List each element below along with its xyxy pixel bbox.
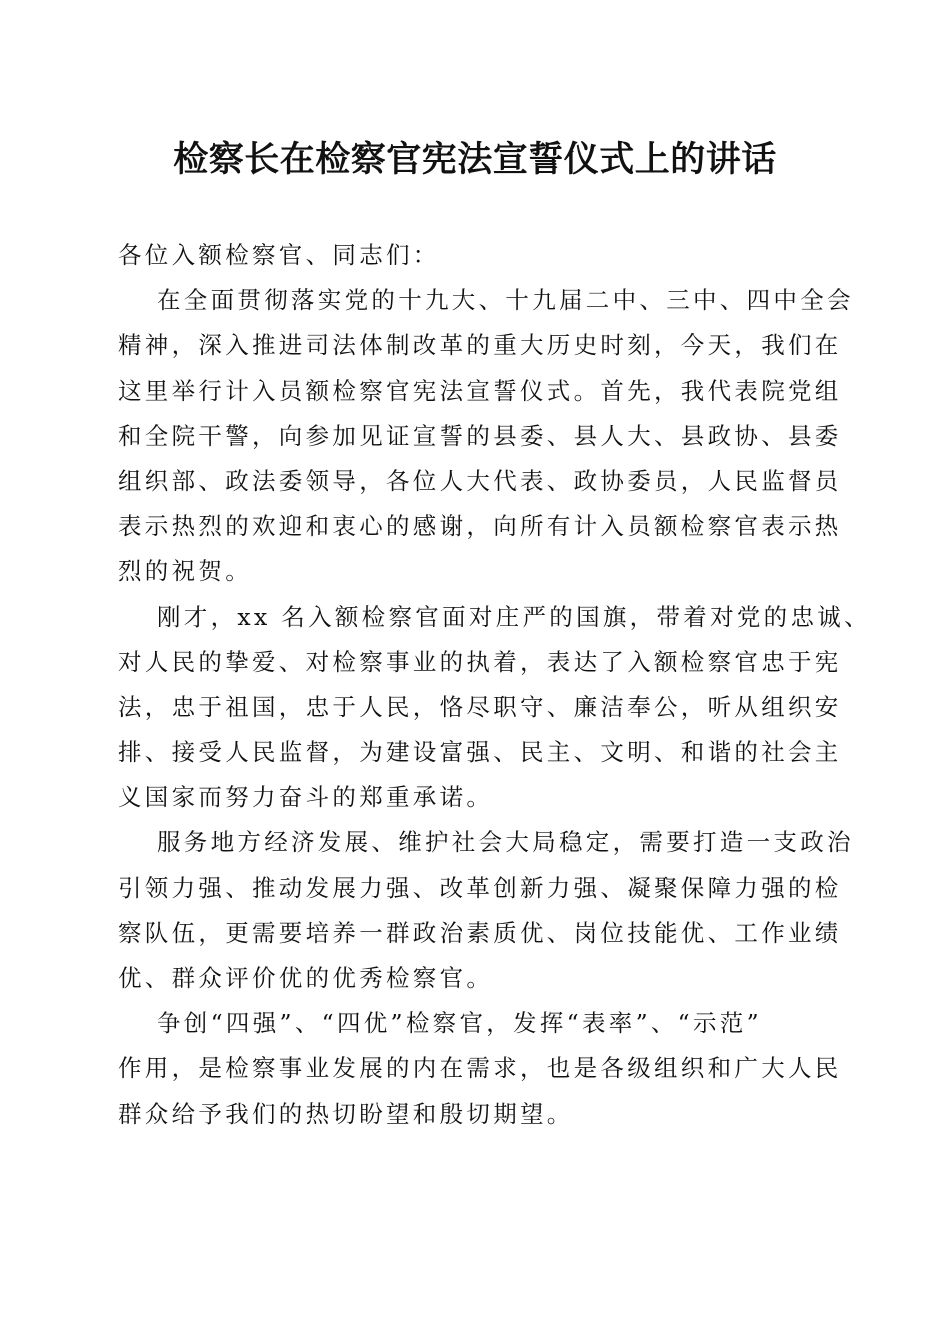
text-line: 服务地方经济发展、维护社会大局稳定，需要打造一支政治 bbox=[157, 828, 854, 857]
paragraph-3 bbox=[118, 820, 854, 1001]
text-line: 这里举行计入员额检察官宪法宣誓仪式。首先，我代表院党组 bbox=[118, 376, 842, 405]
document-body bbox=[118, 233, 871, 1137]
document-title: 检察长在检察官宪法宣誓仪式上的讲话 bbox=[173, 139, 777, 180]
text-line: 组织部、政法委领导，各位人大代表、政协委员，人民监督员 bbox=[118, 466, 842, 495]
paragraph-1 bbox=[118, 278, 854, 594]
paragraph-2 bbox=[118, 595, 871, 821]
text-line: 察队伍，更需要培养一群政治素质优、岗位技能优、工作业绩 bbox=[118, 918, 842, 947]
text-line: 群众给予我们的热切盼望和殷切期望。 bbox=[118, 1099, 574, 1128]
text-line: 引领力强、推动发展力强、改革创新力强、凝聚保障力强的检 bbox=[118, 873, 842, 902]
text-line: 烈的祝贺。 bbox=[118, 557, 252, 586]
salutation: 各位入额检察官、同志们： bbox=[118, 241, 440, 269]
text-line: 对人民的挚爱、对检察事业的执着，表达了入额检察官忠于宪 bbox=[118, 647, 842, 676]
text-line: 表示热烈的欢迎和衷心的感谢，向所有计入员额检察官表示热 bbox=[118, 512, 842, 541]
text-line: 排、接受人民监督，为建设富强、民主、文明、和谐的社会主 bbox=[118, 738, 842, 767]
text-line: 法，忠于祖国，忠于人民，恪尽职守、廉洁奉公，听从组织安 bbox=[118, 692, 842, 721]
text-line: 刚才，xx 名入额检察官面对庄严的国旗，带着对党的忠诚、 bbox=[157, 602, 871, 631]
paragraph-4 bbox=[118, 1001, 842, 1137]
text-line: 精神，深入推进司法体制改革的重大历史时刻，今天，我们在 bbox=[118, 331, 842, 360]
text-line: 优、群众评价优的优秀检察官。 bbox=[118, 964, 494, 992]
text-line: 争创“四强”、“四优”检察官，发挥“表率”、“示范” bbox=[157, 1009, 762, 1038]
text-line: 义国家而努力奋斗的郑重承诺。 bbox=[118, 783, 494, 812]
text-line: 在全面贯彻落实党的十九大、十九届二中、三中、四中全会 bbox=[157, 286, 854, 315]
text-line: 和全院干警，向参加见证宣誓的县委、县人大、县政协、县委 bbox=[118, 421, 842, 450]
text-line: 作用，是检察事业发展的内在需求，也是各级组织和广大人民 bbox=[118, 1054, 842, 1083]
